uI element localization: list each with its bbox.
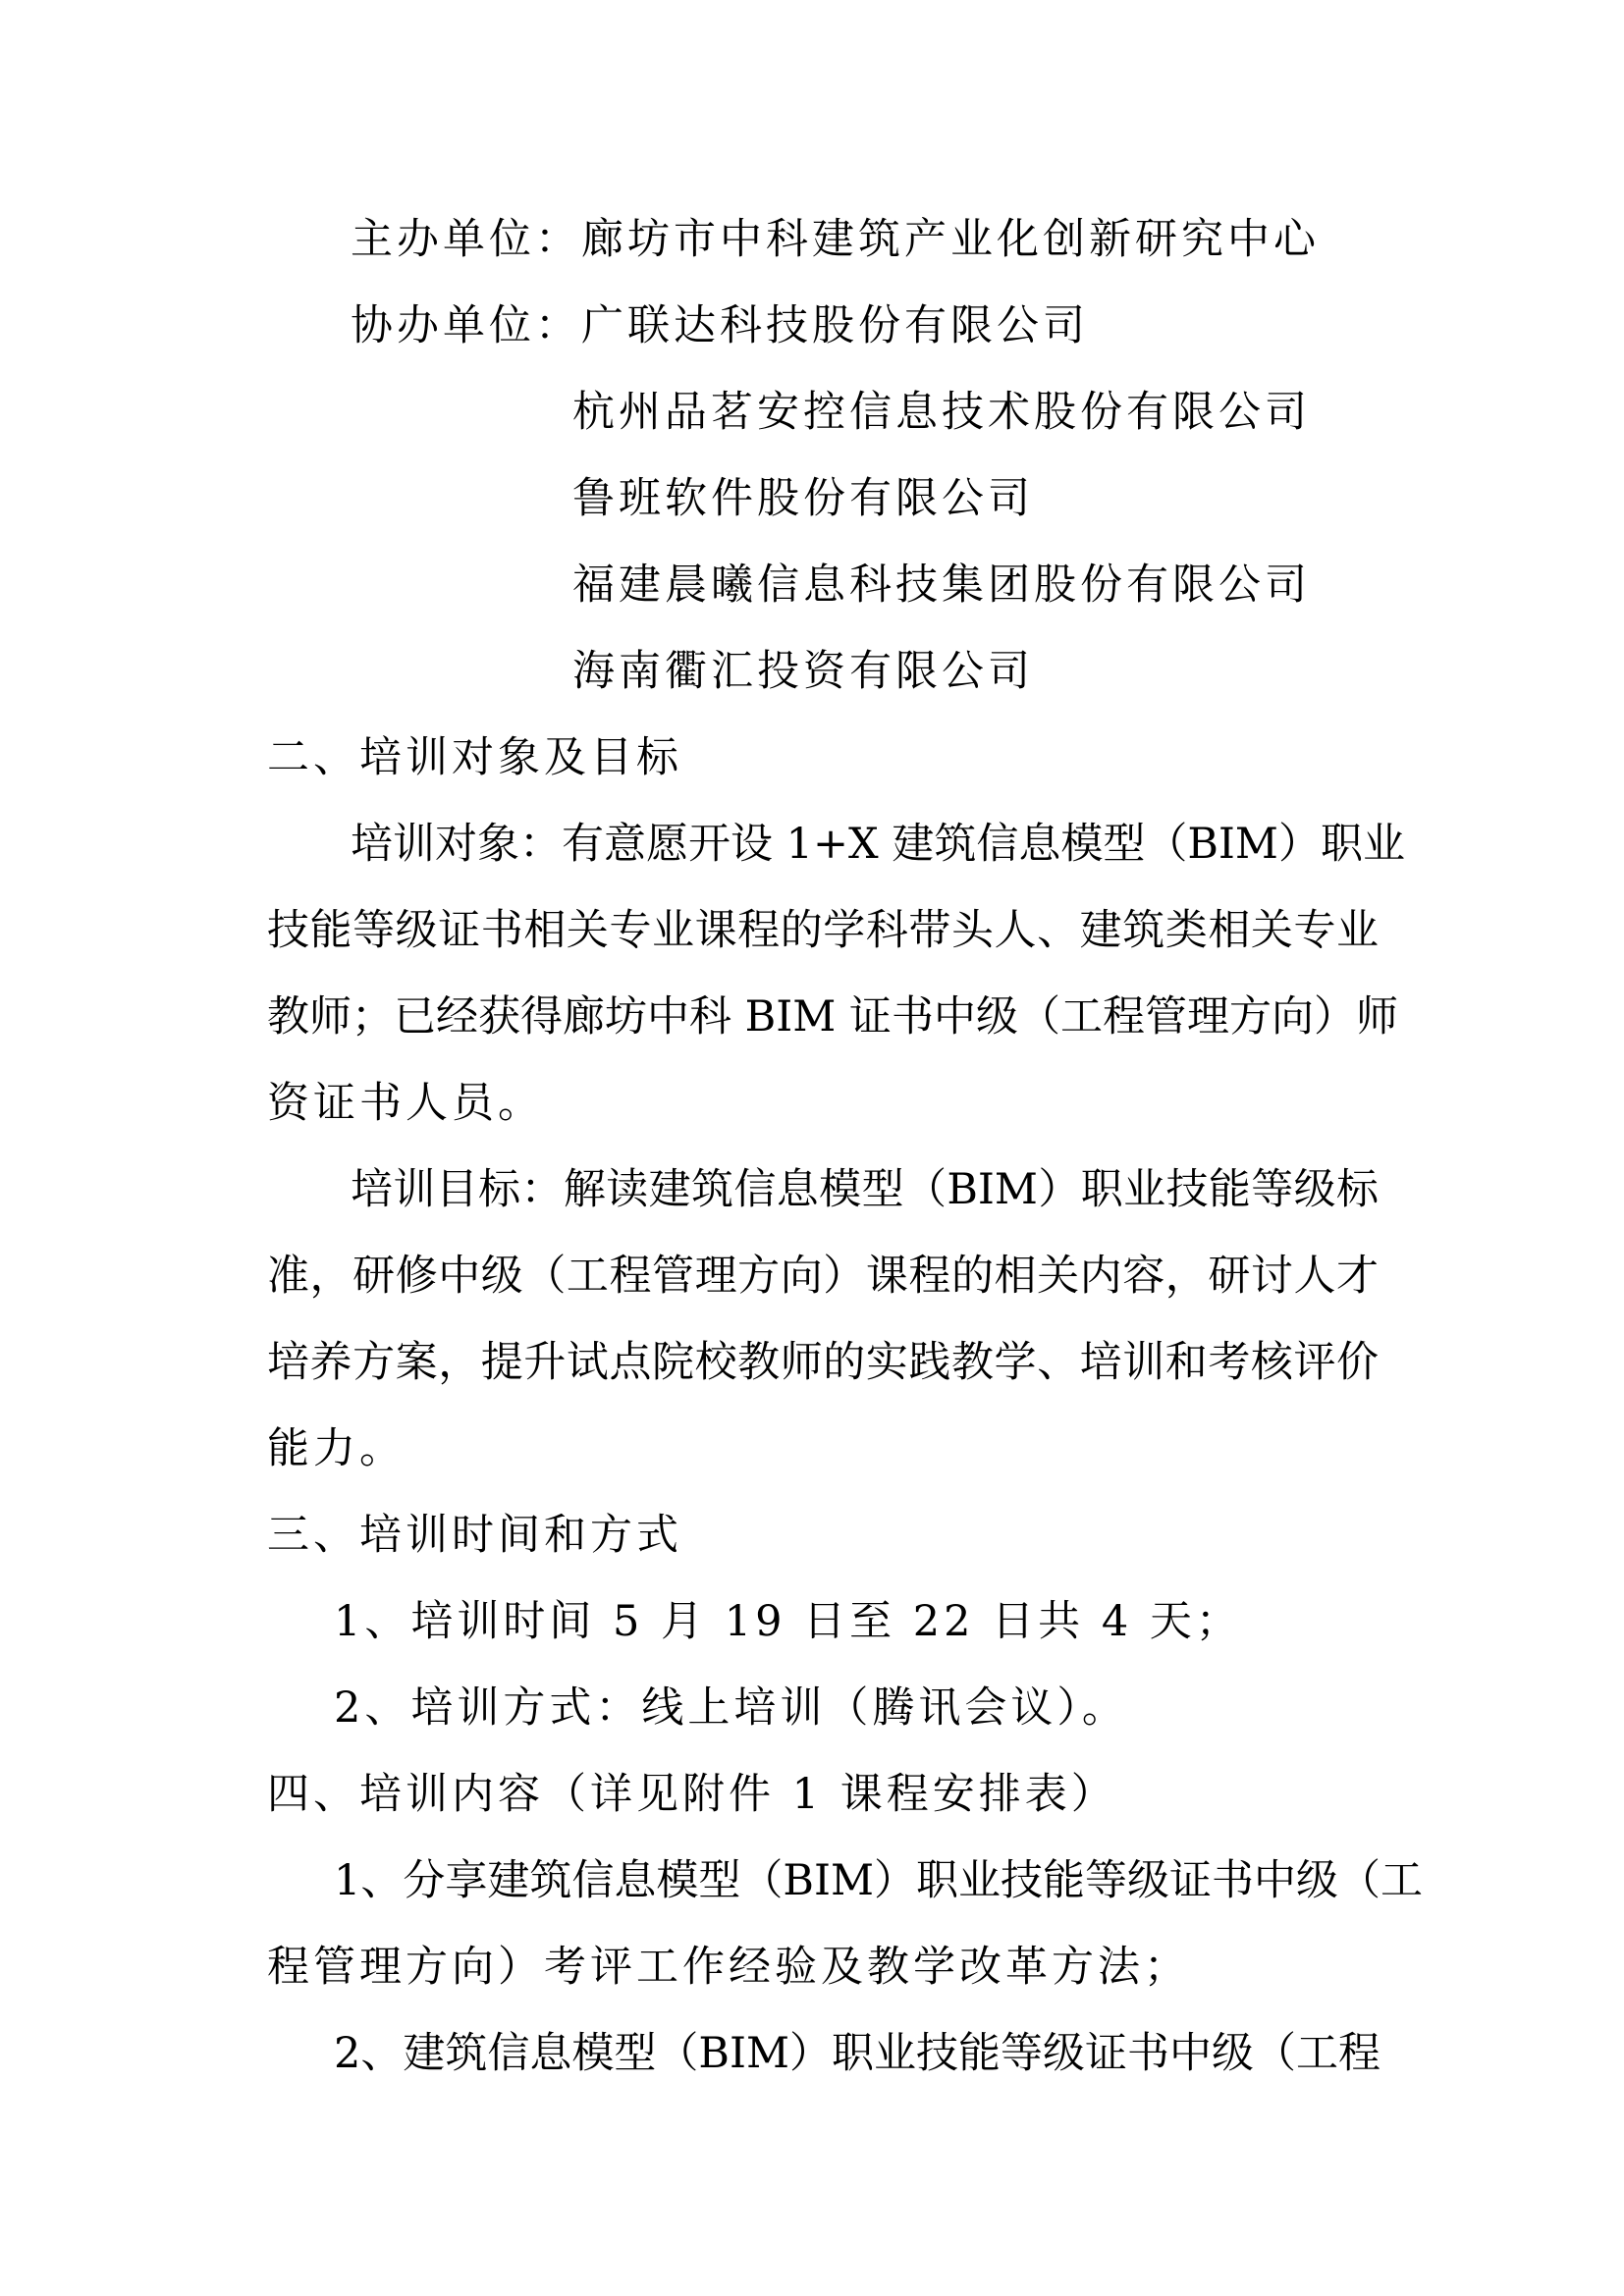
content-item-2-line: 2、建筑信息模型（BIM）职业技能等级证书中级（工程 <box>334 2029 1380 2078</box>
goal-paragraph-line: 培训目标：解读建筑信息模型（BIM）职业技能等级标 <box>351 1165 1379 1214</box>
section-heading-time-method: 三、培训时间和方式 <box>267 1511 682 1560</box>
co-organizer-label: 协办单位： <box>351 301 581 350</box>
target-paragraph-line: 资证书人员。 <box>267 1079 544 1128</box>
host-organizer-label: 主办单位： <box>351 215 581 264</box>
target-paragraph-line: 技能等级证书相关专业课程的学科带头人、建筑类相关专业 <box>267 906 1379 955</box>
training-method-item: 2、培训方式：线上培训（腾讯会议）。 <box>334 1683 1128 1733</box>
host-organizer-line <box>351 215 1320 264</box>
co-organizer-name: 杭州品茗安控信息技术股份有限公司 <box>572 388 1311 437</box>
co-organizer-name: 海南衢汇投资有限公司 <box>572 647 1034 696</box>
target-paragraph-line: 教师；已经获得廊坊中科 BIM 证书中级（工程管理方向）师 <box>267 992 1398 1041</box>
target-paragraph-line: 培训对象：有意愿开设 1+X 建筑信息模型（BIM）职业 <box>351 820 1405 869</box>
goal-paragraph-line: 准，研修中级（工程管理方向）课程的相关内容，研讨人才 <box>267 1252 1379 1301</box>
goal-paragraph-line: 培养方案，提升试点院校教师的实践教学、培训和考核评价 <box>267 1338 1379 1387</box>
co-organizer-name: 鲁班软件股份有限公司 <box>572 474 1034 523</box>
content-item-1-line: 1、分享建筑信息模型（BIM）职业技能等级证书中级（工 <box>334 1856 1423 1905</box>
training-time-item: 1、培训时间 5 月 19 日至 22 日共 4 天； <box>334 1597 1242 1646</box>
section-heading-content: 四、培训内容（详见附件 1 课程安排表） <box>267 1770 1117 1819</box>
co-organizer-name: 福建晨曦信息科技集团股份有限公司 <box>572 561 1311 610</box>
section-heading-target-goal: 二、培训对象及目标 <box>267 733 682 782</box>
content-item-1-line: 程管理方向）考评工作经验及教学改革方法； <box>267 1943 1190 1992</box>
co-organizer-line <box>351 301 1089 350</box>
goal-paragraph-line: 能力。 <box>267 1424 406 1473</box>
co-organizer-name: 广联达科技股份有限公司 <box>581 301 1089 350</box>
host-organizer-name: 廊坊市中科建筑产业化创新研究中心 <box>581 215 1320 264</box>
